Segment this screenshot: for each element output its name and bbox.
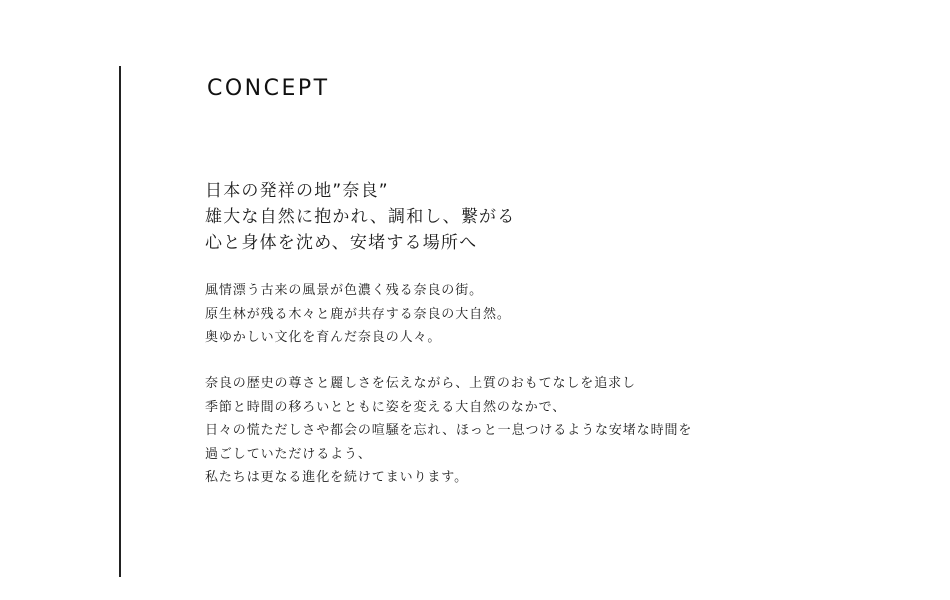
body-line: 風情漂う古来の風景が色濃く残る奈良の街。 bbox=[205, 283, 484, 298]
vertical-divider-line bbox=[119, 66, 121, 577]
body-line: 私たちは更なる進化を続けてまいります。 bbox=[205, 470, 469, 485]
body-line: 日々の慌ただしさや都会の喧騒を忘れ、ほっと一息つけるような安堵な時間を bbox=[205, 423, 693, 438]
body-paragraph-1 bbox=[205, 279, 511, 350]
lead-line: 心と身体を沈め、安堵する場所へ bbox=[205, 233, 478, 253]
lead-line: 日本の発祥の地”奈良” bbox=[205, 181, 389, 201]
body-line: 原生林が残る木々と鹿が共存する奈良の大自然。 bbox=[205, 306, 511, 322]
body-paragraph-2 bbox=[205, 372, 692, 490]
lead-line: 雄大な自然に抱かれ、調和し、繋がる bbox=[205, 207, 516, 227]
body-line: 奥ゆかしい文化を育んだ奈良の人々。 bbox=[205, 330, 442, 345]
lead-copy bbox=[205, 178, 515, 256]
body-line: 奈良の歴史の尊さと麗しさを伝えながら、上質のおもてなしを追求し bbox=[205, 376, 636, 391]
body-line: 過ごしていただけるよう、 bbox=[205, 446, 372, 462]
section-title: CONCEPT bbox=[207, 76, 330, 101]
body-line: 季節と時間の移ろいとともに姿を変える大自然のなかで、 bbox=[205, 399, 567, 415]
